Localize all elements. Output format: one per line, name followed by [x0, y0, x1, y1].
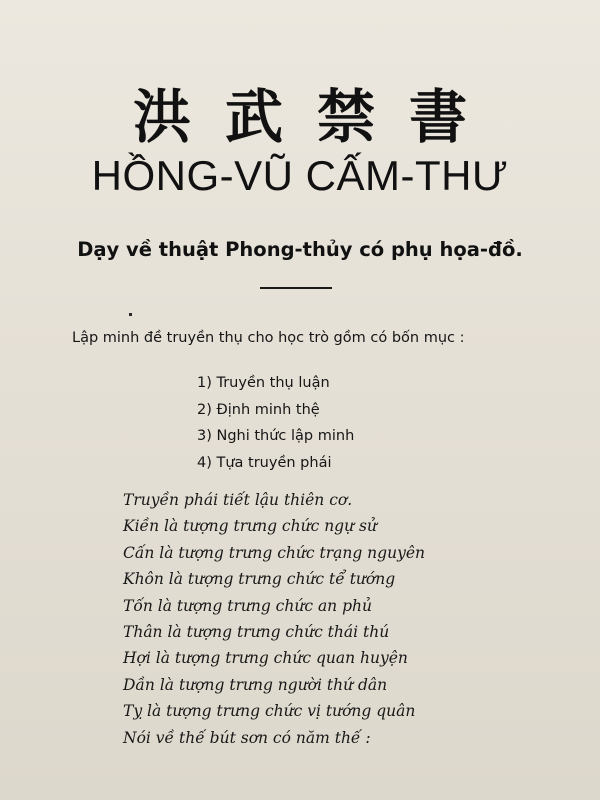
list-item: 4) Tựa truyền phái	[197, 454, 332, 471]
chinese-title: 洪武禁書	[132, 83, 501, 151]
list-item: 2) Định minh thệ	[197, 401, 320, 418]
ink-mark	[129, 313, 132, 316]
title-rule-divider	[260, 287, 332, 289]
list-item: 1) Truyền thụ luận	[197, 375, 330, 391]
verse-list	[123, 490, 425, 754]
verse-line: Kiền là tượng trưng chức ngự sử	[123, 517, 377, 536]
page-title: HỒNG-VŨ CẤM-THƯ	[91, 152, 509, 199]
list-item: 3) Nghi thức lập minh	[197, 428, 355, 444]
verse-line: Dần là tượng trưng người thứ dân	[123, 675, 388, 694]
subtitle: Dạy về thuật Phong-thủy có phụ họa-đồ.	[77, 238, 523, 261]
item-list	[197, 373, 354, 479]
verse-line: Khôn là tượng trưng chức tể tướng	[123, 570, 396, 589]
intro-text: Lập minh đề truyền thụ cho học trò gồm có bốn mục :	[72, 330, 465, 346]
verse-line: Thân là tượng trưng chức thái thú	[123, 622, 390, 641]
verse-line: Truyền phái tiết lậu thiên cơ.	[123, 491, 353, 509]
verse-line: Tỵ là tượng trưng chức vị tướng quân	[123, 702, 416, 721]
verse-line: Tốn là tượng trưng chức an phủ	[123, 596, 372, 615]
verse-line: Nói về thế bút sơn có năm thế :	[123, 728, 371, 747]
verse-line: Cấn là tượng trưng chức trạng nguyên	[123, 543, 425, 562]
verse-line: Hợi là tượng trưng chức quan huyện	[123, 649, 408, 668]
